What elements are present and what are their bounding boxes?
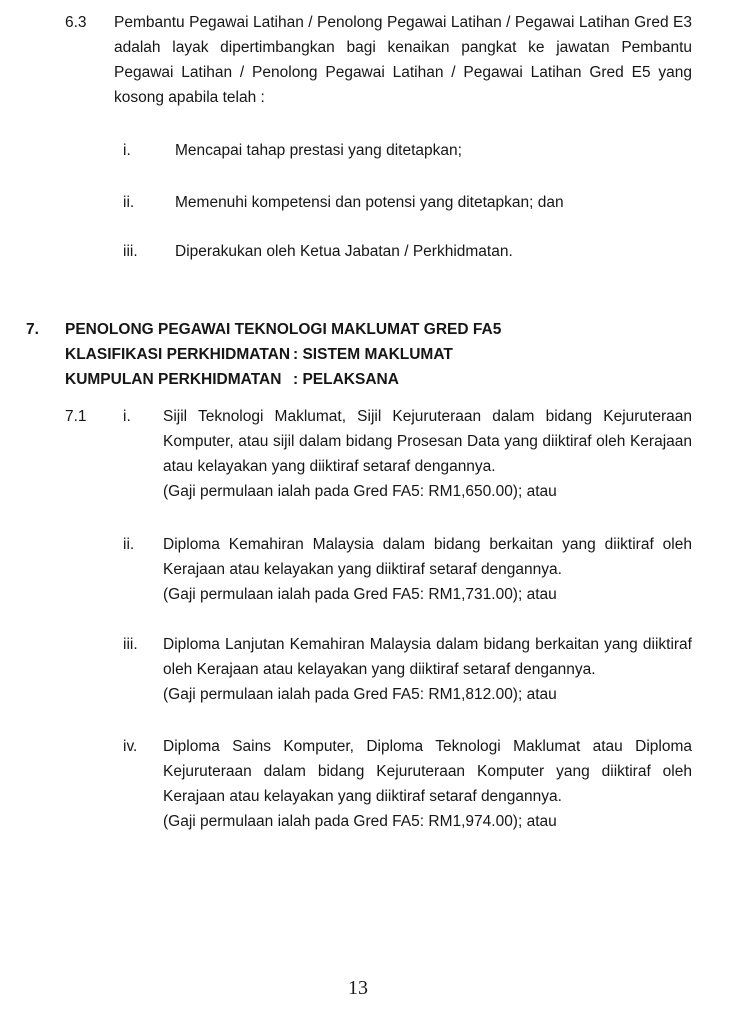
salary-note: (Gaji permulaan ialah pada Gred FA5: RM1,731.00); atau [163,586,557,603]
classification-value: : SISTEM MAKLUMAT [293,346,453,363]
list-item [0,138,743,163]
qualification-text: Diploma Lanjutan Kemahiran Malaysia dalam bidang berkaitan yang diiktiraf oleh Kerajaan atau kelayakan yang diiktiraf setaraf dengannya. [163,636,692,678]
qualification-item [123,734,692,834]
qualification-text: Sijil Teknologi Maklumat, Sijil Kejuruteraan dalam bidang Kejuruteraan Komputer, atau sijil dalam bidang Prosesan Data yang diiktiraf oleh Kerajaan atau kelayakan yang diiktiraf setaraf dengannya. [163,408,692,475]
group-value: : PELAKSANA [293,371,399,388]
list-item [0,239,743,264]
section-7-1 [0,404,743,834]
qualification-body [163,404,692,504]
list-marker: i. [123,408,131,425]
list-item-text: Memenuhi kompetensi dan potensi yang ditetapkan; dan [175,194,564,211]
section-6-3-number: 6.3 [65,14,87,31]
classification-label: KLASIFIKASI PERKHIDMATAN [65,346,291,363]
section-7-title-block [65,317,713,392]
list-marker: iv. [123,738,138,755]
section-7-number: 7. [26,321,39,338]
list-marker: ii. [123,194,135,211]
list-marker: ii. [123,536,135,553]
page-number: 13 [348,977,368,999]
qualification-item [123,632,692,707]
salary-note: (Gaji permulaan ialah pada Gred FA5: RM1,974.00); atau [163,813,557,830]
qualification-text: Diploma Kemahiran Malaysia dalam bidang berkaitan yang diiktiraf oleh Kerajaan atau kelayakan yang diiktiraf setaraf dengannya. [163,536,692,578]
list-item-text: Diperakukan oleh Ketua Jabatan / Perkhidmatan. [175,243,513,260]
section-7-1-items [123,404,692,834]
section-7-1-number: 7.1 [65,408,87,425]
section-6-3-paragraph: Pembantu Pegawai Latihan / Penolong Pegawai Latihan / Pegawai Latihan Gred E3 adalah layak dipertimbangkan bagi kenaikan pangkat ke jawatan Pembantu Pegawai Latihan / Penolong Pegawai Latihan / Pegawai Latihan Gred E5 yang kosong apabila telah : [114,14,692,106]
qualification-body [163,532,692,607]
list-marker: iii. [123,243,138,260]
section-7-title: PENOLONG PEGAWAI TEKNOLOGI MAKLUMAT GRED FA5 [65,321,502,338]
list-item [0,190,743,215]
list-marker: i. [123,142,131,159]
classification-row [65,342,713,367]
section-7-heading [0,317,743,392]
list-marker: iii. [123,636,138,653]
qualification-item [123,532,692,607]
qualification-body [163,632,692,707]
salary-note: (Gaji permulaan ialah pada Gred FA5: RM1,650.00); atau [163,483,557,500]
section-6-3 [0,10,743,110]
qualification-text: Diploma Sains Komputer, Diploma Teknologi Maklumat atau Diploma Kejuruteraan dalam bidang Kejuruteraan Komputer yang diiktiraf oleh Kerajaan atau kelayakan yang diiktiraf setaraf dengannya. [163,738,692,805]
qualification-item [123,404,692,504]
group-label: KUMPULAN PERKHIDMATAN [65,371,282,388]
qualification-body [163,734,692,834]
group-row [65,367,713,392]
salary-note: (Gaji permulaan ialah pada Gred FA5: RM1,812.00); atau [163,686,557,703]
list-item-text: Mencapai tahap prestasi yang ditetapkan; [175,142,462,159]
